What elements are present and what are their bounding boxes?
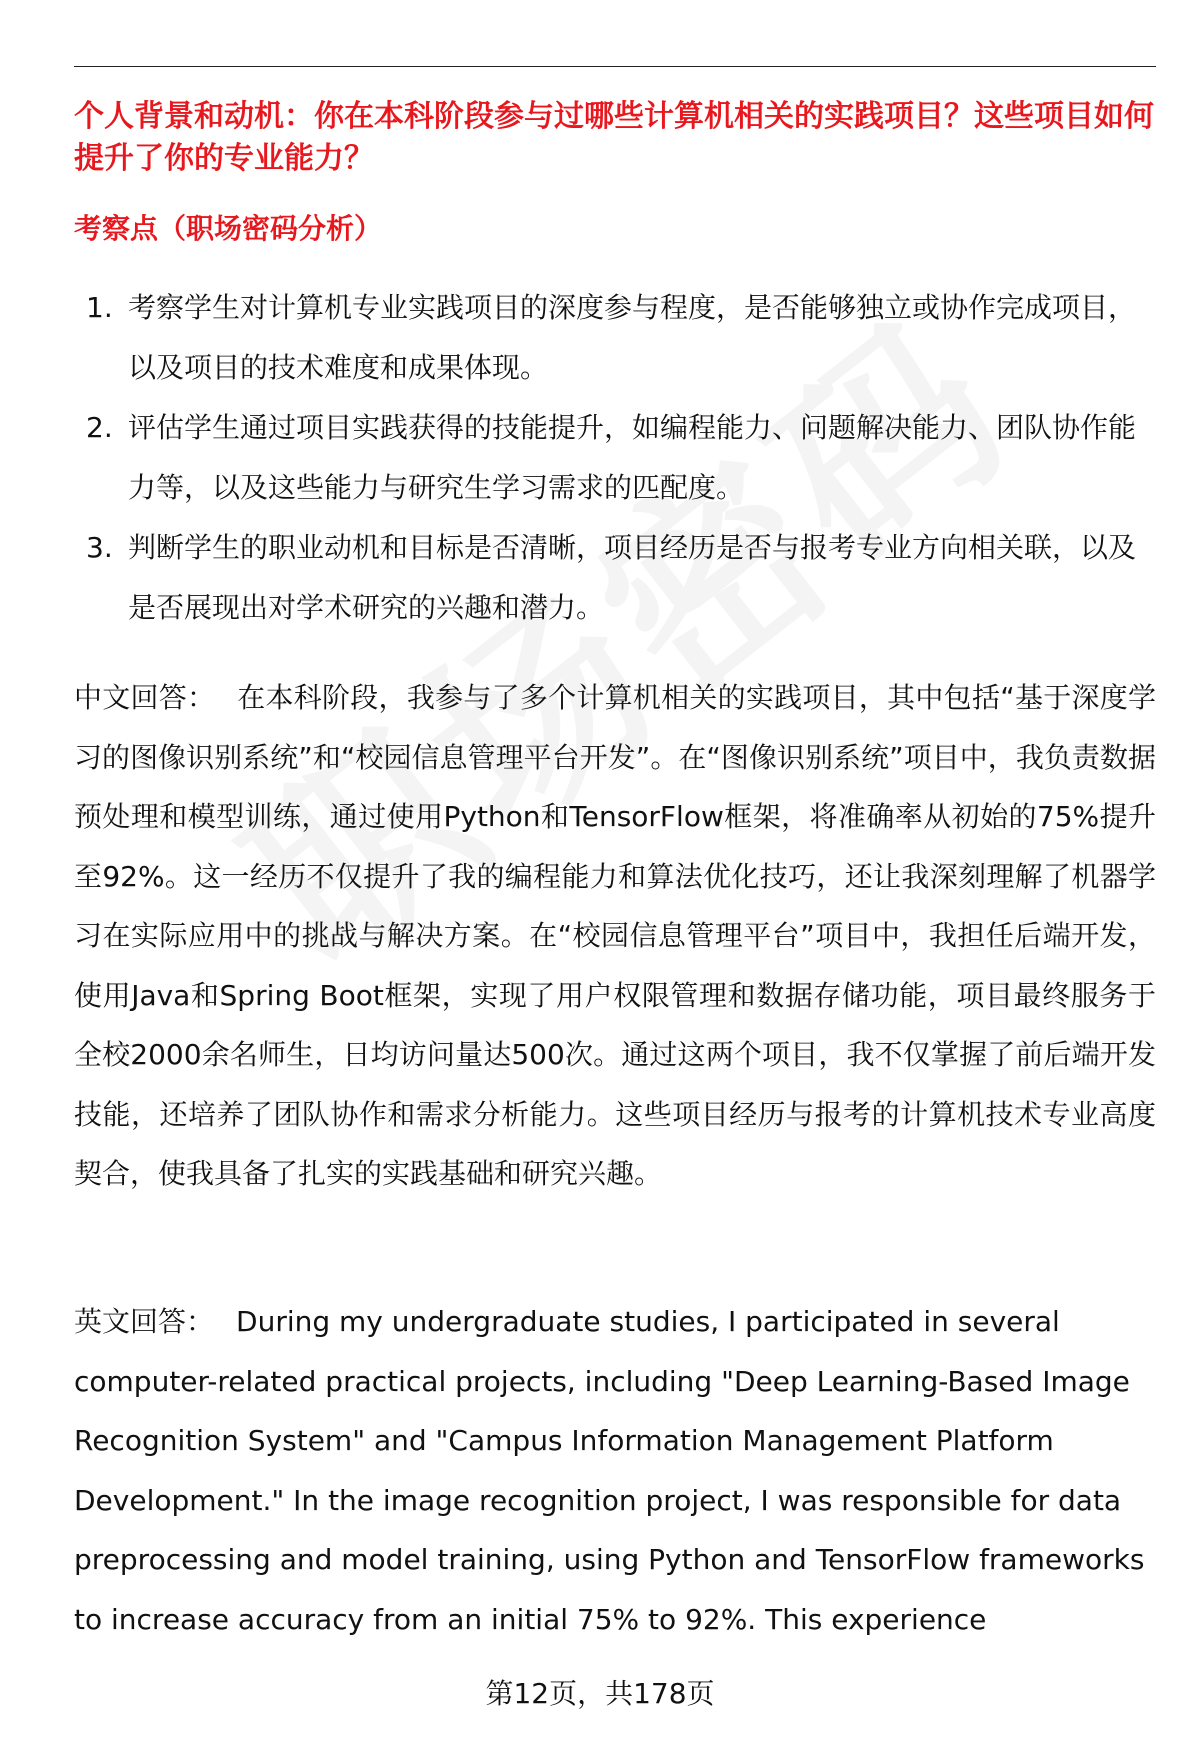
analysis-point [74, 518, 1156, 638]
point-number: 3. [86, 531, 113, 564]
chinese-answer [74, 668, 1156, 1204]
english-answer [74, 1292, 1156, 1649]
english-answer-text: During my undergraduate studies, I participated in several computer-related practical projects, including "Deep Learning-Based Image Recognition System" and "Campus Information Management Platform Development." In the image recognition project, I was responsible for data preprocessing and model training, using Python and TensorFlow frameworks to increase accuracy from an initial 75% to 92%. This experience [74, 1305, 1145, 1636]
analysis-point [74, 398, 1156, 518]
point-text: 考察学生对计算机专业实践项目的深度参与程度，是否能够独立或协作完成项目，以及项目的技术难度和成果体现。 [128, 291, 1137, 384]
top-divider [74, 66, 1156, 67]
english-answer-label: 英文回答： [74, 1305, 215, 1338]
point-text: 评估学生通过项目实践获得的技能提升，如编程能力、问题解决能力、团队协作能力等，以及这些能力与研究生学习需求的匹配度。 [128, 411, 1137, 504]
point-number: 2. [86, 411, 113, 444]
question-heading: 个人背景和动机：你在本科阶段参与过哪些计算机相关的实践项目？这些项目如何提升了你的专业能力？ [74, 99, 1154, 176]
analysis-points-list [74, 278, 1156, 638]
chinese-answer-label: 中文回答： [74, 681, 216, 714]
point-number: 1. [86, 291, 113, 324]
chinese-answer-text: 在本科阶段，我参与了多个计算机相关的实践项目，其中包括“基于深度学习的图像识别系统”和“校园信息管理平台开发”。在“图像识别系统”项目中，我负责数据预处理和模型训练，通过使用Python和TensorFlow框架，将准确率从初始的75%提升至92%。这一经历不仅提升了我的编程能力和算法优化技巧，还让我深刻理解了机器学习在实际应用中的挑战与解决方案。在“校园信息管理平台”项目中，我担任后端开发，使用Java和Spring Boot框架，实现了用户权限管理和数据存储功能，项目最终服务于全校2000余名师生，日均访问量达500次。通过这两个项目，我不仅掌握了前后端开发技能，还培养了团队协作和需求分析能力。这些项目经历与报考的计算机技术专业高度契合，使我具备了扎实的实践基础和研究兴趣。 [74, 681, 1156, 1190]
analysis-heading: 考察点（职场密码分析） [74, 212, 383, 245]
page-number: 第12页，共178页 [485, 1677, 715, 1710]
analysis-point [74, 278, 1156, 398]
point-text: 判断学生的职业动机和目标是否清晰，项目经历是否与报考专业方向相关联，以及是否展现出对学术研究的兴趣和潜力。 [128, 531, 1137, 624]
